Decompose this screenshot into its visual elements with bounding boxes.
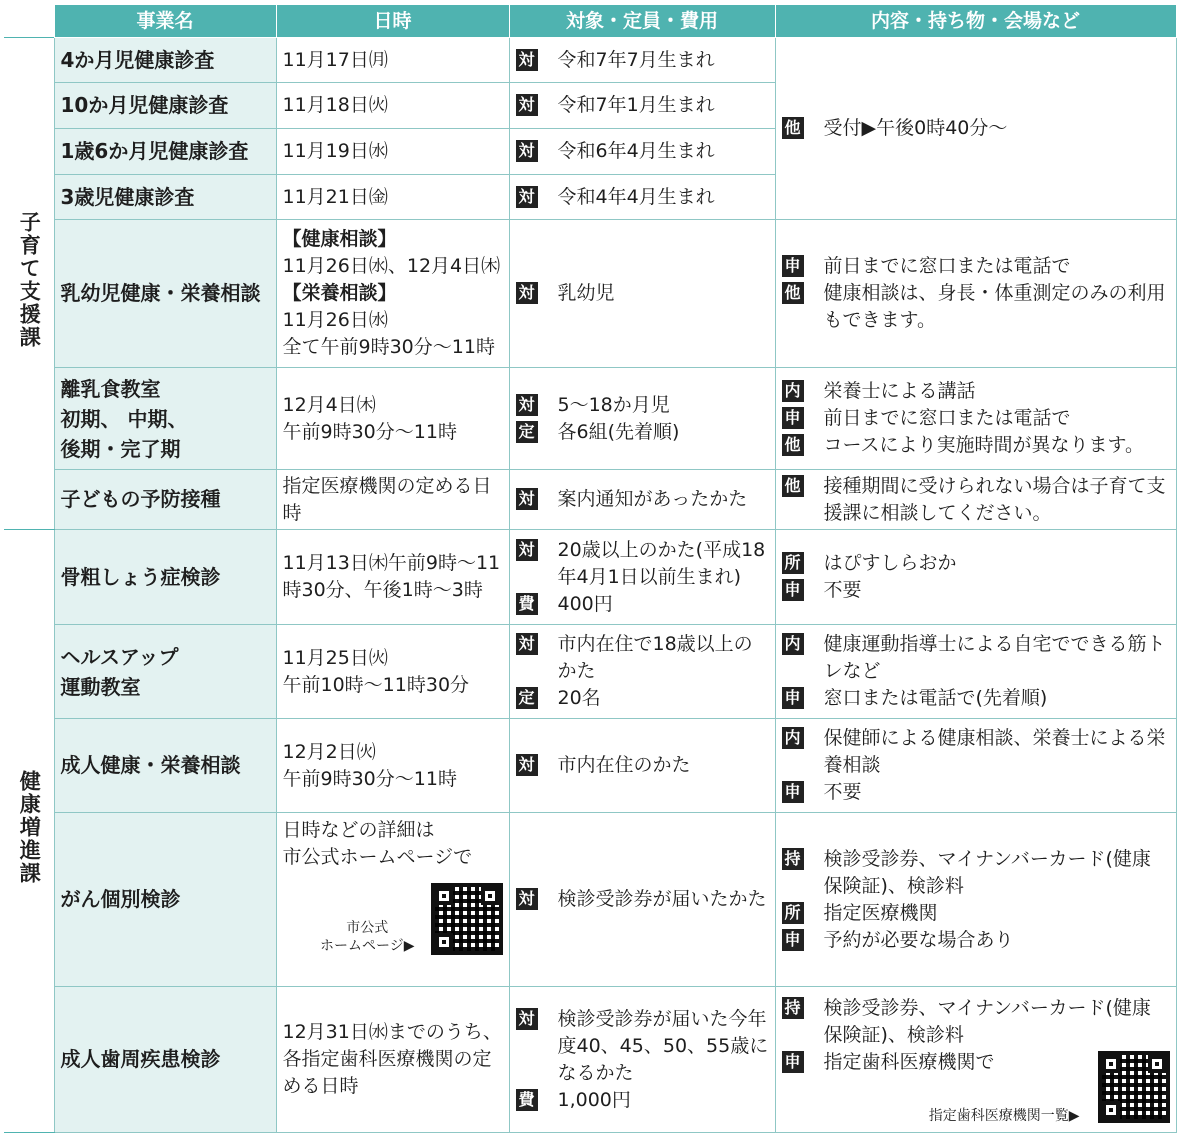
event-date: 11月21日㈮ bbox=[276, 175, 509, 220]
event-date: 指定医療機関の定める日時 bbox=[276, 470, 509, 530]
tag-icon: 申 bbox=[782, 929, 804, 951]
header-blank bbox=[4, 5, 54, 38]
table-row bbox=[4, 719, 1176, 813]
tag-icon: 定 bbox=[516, 687, 538, 709]
tag-icon: 所 bbox=[782, 552, 804, 574]
event-target: 対 検診受診券が届いた今年度40、45、50、55歳になるかた 費 1,000円 bbox=[509, 987, 775, 1133]
tag-icon: 内 bbox=[782, 380, 804, 402]
event-target: 対 案内通知があったかた bbox=[509, 470, 775, 530]
event-date: 【健康相談】 11月26日㈬、12月4日㈭ 【栄養相談】 11月26日㈬ 全て午前9時30分～11時 bbox=[276, 220, 509, 368]
department-kenko: 健康増進課 bbox=[4, 530, 54, 1133]
event-date: 日時などの詳細は 市公式ホームページで 市公式 ホームページ▶ bbox=[276, 813, 509, 987]
table-row bbox=[4, 813, 1176, 987]
tag-icon: 対 bbox=[516, 633, 538, 655]
event-name: 10か月児健康診査 bbox=[54, 83, 276, 129]
tag-icon: 持 bbox=[782, 848, 804, 870]
tag-icon: 対 bbox=[516, 1008, 538, 1030]
header-details: 内容・持ち物・会場など bbox=[775, 5, 1176, 38]
event-info: 持 検診受診券、マイナンバーカード(健康保険証)、検診料 申 指定歯科医療機関で 指定歯科医療機関一覧▶ bbox=[775, 987, 1176, 1133]
tag-icon: 内 bbox=[782, 633, 804, 655]
event-date: 11月17日㈪ bbox=[276, 38, 509, 83]
event-date: 11月25日㈫ 午前10時～11時30分 bbox=[276, 625, 509, 719]
event-date: 11月18日㈫ bbox=[276, 83, 509, 129]
tag-icon: 申 bbox=[782, 407, 804, 429]
event-info: 内 健康運動指導士による自宅でできる筋トレなど 申 窓口または電話で(先着順) bbox=[775, 625, 1176, 719]
event-name: 成人健康・栄養相談 bbox=[54, 719, 276, 813]
tag-icon: 対 bbox=[516, 94, 538, 116]
table-row bbox=[4, 38, 1176, 83]
event-name: 乳幼児健康・栄養相談 bbox=[54, 220, 276, 368]
event-info: 内 栄養士による講話 申 前日までに窓口または電話で 他 コースにより実施時間が異なります。 bbox=[775, 368, 1176, 470]
event-name: 成人歯周疾患検診 bbox=[54, 987, 276, 1133]
event-info: 申 前日までに窓口または電話で 他 健康相談は、身長・体重測定のみの利用もできます。 bbox=[775, 220, 1176, 368]
event-target: 対 令和6年4月生まれ bbox=[509, 129, 775, 175]
event-target: 対 令和4年4月生まれ bbox=[509, 175, 775, 220]
tag-icon: 内 bbox=[782, 727, 804, 749]
tag-icon: 対 bbox=[516, 488, 538, 510]
event-info: 所 はぴすしらおか 申 不要 bbox=[775, 530, 1176, 625]
tag-icon: 申 bbox=[782, 1051, 804, 1073]
header-target: 対象・定員・費用 bbox=[509, 5, 775, 38]
event-info: 持 検診受診券、マイナンバーカード(健康保険証)、検診料 所 指定医療機関 申 予約が必要な場合あり bbox=[775, 813, 1176, 987]
department-kosodate: 子育て支援課 bbox=[4, 38, 54, 530]
tag-icon: 持 bbox=[782, 997, 804, 1019]
tag-icon: 対 bbox=[516, 140, 538, 162]
table-row bbox=[4, 530, 1176, 625]
tag-icon: 他 bbox=[782, 117, 804, 139]
qr-code-icon[interactable] bbox=[431, 883, 503, 955]
event-name: がん個別検診 bbox=[54, 813, 276, 987]
event-name: 3歳児健康診査 bbox=[54, 175, 276, 220]
tag-icon: 申 bbox=[782, 579, 804, 601]
tag-icon: 費 bbox=[516, 593, 538, 615]
tag-icon: 所 bbox=[782, 902, 804, 924]
tag-icon: 対 bbox=[516, 394, 538, 416]
tag-icon: 他 bbox=[782, 475, 804, 497]
event-target: 対 市内在住で18歳以上のかた 定 20名 bbox=[509, 625, 775, 719]
tag-icon: 他 bbox=[782, 282, 804, 304]
event-date: 12月4日㈭ 午前9時30分～11時 bbox=[276, 368, 509, 470]
event-name: ヘルスアップ 運動教室 bbox=[54, 625, 276, 719]
event-target: 対 令和7年1月生まれ bbox=[509, 83, 775, 129]
table-row bbox=[4, 470, 1176, 530]
event-name: 離乳食教室 初期、 中期、 後期・完了期 bbox=[54, 368, 276, 470]
tag-icon: 対 bbox=[516, 888, 538, 910]
event-name: 1歳6か月児健康診査 bbox=[54, 129, 276, 175]
tag-icon: 申 bbox=[782, 255, 804, 277]
event-name: 4か月児健康診査 bbox=[54, 38, 276, 83]
header-event: 事業名 bbox=[54, 5, 276, 38]
qr-label: 市公式 ホームページ▶ bbox=[320, 920, 415, 954]
table-row bbox=[4, 368, 1176, 470]
tag-icon: 他 bbox=[782, 434, 804, 456]
tag-icon: 申 bbox=[782, 781, 804, 803]
tag-icon: 対 bbox=[516, 186, 538, 208]
event-target: 対 市内在住のかた bbox=[509, 719, 775, 813]
tag-icon: 対 bbox=[516, 49, 538, 71]
tag-icon: 対 bbox=[516, 754, 538, 776]
tag-icon: 申 bbox=[782, 687, 804, 709]
event-name: 骨粗しょう症検診 bbox=[54, 530, 276, 625]
event-target: 対 乳幼児 bbox=[509, 220, 775, 368]
tag-icon: 対 bbox=[516, 282, 538, 304]
table-row bbox=[4, 987, 1176, 1133]
schedule-table bbox=[4, 4, 1177, 1133]
tag-icon: 対 bbox=[516, 539, 538, 561]
event-target: 対 検診受診券が届いたかた bbox=[509, 813, 775, 987]
qr-label: 指定歯科医療機関一覧▶ bbox=[928, 1107, 1080, 1124]
event-target: 対 5～18か月児 定 各6組(先着順) bbox=[509, 368, 775, 470]
tag-icon: 定 bbox=[516, 421, 538, 443]
event-target: 対 令和7年7月生まれ bbox=[509, 38, 775, 83]
event-date: 12月31日㈬までのうち、各指定歯科医療機関の定める日時 bbox=[276, 987, 509, 1133]
header-row bbox=[4, 5, 1176, 38]
table-row bbox=[4, 625, 1176, 719]
event-info-shared: 他 受付▶午後0時40分～ bbox=[775, 38, 1176, 220]
event-date: 11月19日㈬ bbox=[276, 129, 509, 175]
event-date: 12月2日㈫ 午前9時30分～11時 bbox=[276, 719, 509, 813]
tag-icon: 費 bbox=[516, 1089, 538, 1111]
event-date: 11月13日㈭午前9時～11時30分、午後1時～3時 bbox=[276, 530, 509, 625]
event-info: 他 接種期間に受けられない場合は子育て支援課に相談してください。 bbox=[775, 470, 1176, 530]
event-info: 内 保健師による健康相談、栄養士による栄養相談 申 不要 bbox=[775, 719, 1176, 813]
table-row bbox=[4, 220, 1176, 368]
event-target: 対 20歳以上のかた(平成18年4月1日以前生まれ) 費 400円 bbox=[509, 530, 775, 625]
header-datetime: 日時 bbox=[276, 5, 509, 38]
event-name: 子どもの予防接種 bbox=[54, 470, 276, 530]
qr-code-icon[interactable] bbox=[1098, 1051, 1170, 1123]
